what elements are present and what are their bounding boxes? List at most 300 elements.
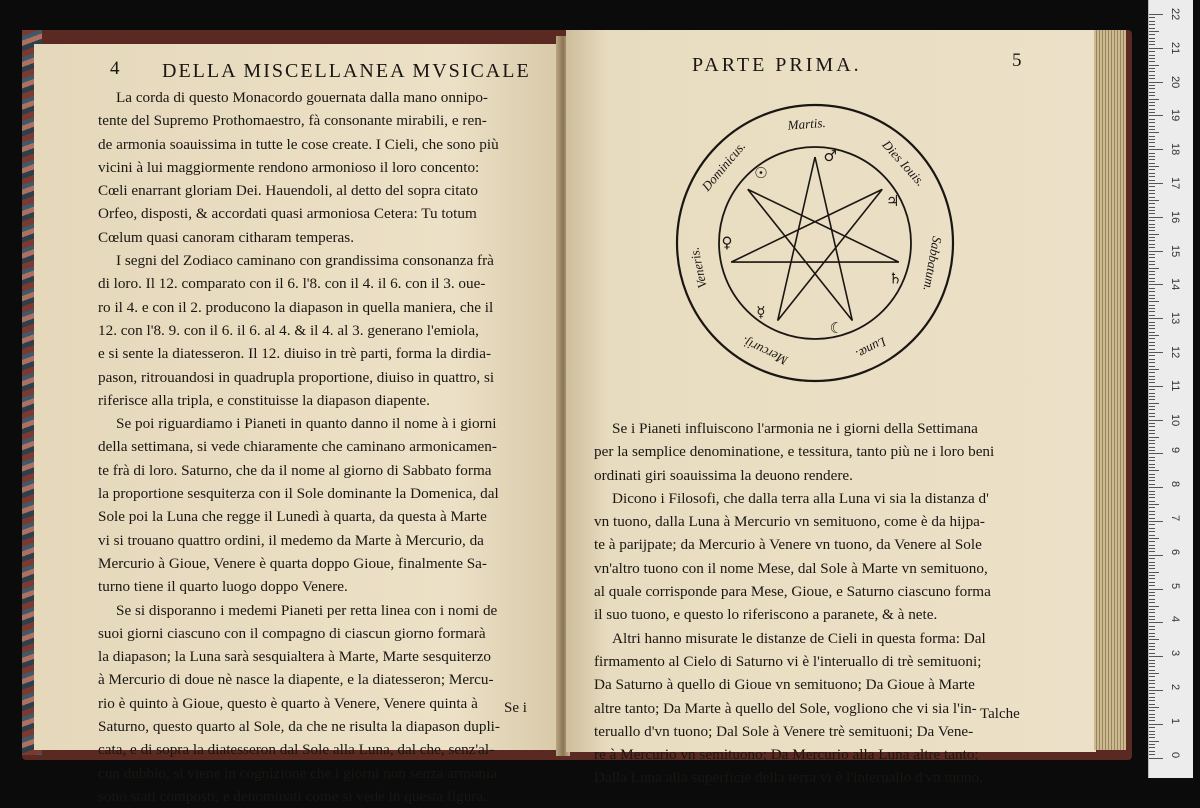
ruler-minor-tick [1149, 88, 1155, 89]
day-label: Mercurij. [739, 334, 790, 369]
right-running-head: PARTE PRIMA. [692, 54, 862, 76]
text-line: vicini à lui maggiormente rendono armonioso il loro concento: [98, 158, 480, 176]
ruler-minor-tick [1149, 558, 1155, 559]
ruler-minor-tick [1149, 345, 1155, 346]
ruler-minor-tick [1149, 443, 1155, 444]
right-page-number: 5 [1012, 50, 1022, 71]
text-line: turno tiene il quarto luogo doppo Venere. [98, 578, 348, 596]
planet-symbol: ☉ [754, 164, 768, 183]
ruler-minor-tick [1149, 75, 1155, 76]
ruler-number: 2 [1169, 684, 1181, 691]
ruler-minor-tick [1149, 511, 1155, 512]
planet-symbol: ♀ [721, 233, 733, 252]
ruler-minor-tick [1149, 180, 1155, 181]
right-body-text [594, 417, 1064, 790]
ruler-minor-tick [1149, 142, 1155, 143]
text-line: ro il 4. e con il 2. producono la diapason in quella maniera, che il [98, 298, 494, 316]
ruler-minor-tick [1149, 507, 1155, 508]
ruler-minor-tick [1149, 666, 1155, 667]
ruler-minor-tick [1149, 278, 1155, 279]
text-line: ordinati giri soauissima la deuono rendere. [594, 466, 853, 484]
right-page [566, 30, 1096, 787]
ruler-minor-tick [1149, 21, 1155, 22]
text-line: al quale corrisponde para Mese, Gioue, e Saturno ciascuno forma [594, 583, 991, 601]
page-edges [1094, 30, 1126, 750]
ruler-minor-tick [1149, 633, 1155, 634]
left-page-number: 4 [110, 58, 120, 79]
ruler-minor-tick [1149, 264, 1155, 265]
ruler-minor-tick [1149, 325, 1155, 326]
ruler-minor-tick [1149, 159, 1155, 160]
text-line: rio è quinto à Gioue, questo è quarto à Venere, Venere quinta à [98, 694, 478, 712]
text-line: La corda di questo Monacordo gouernata dalla mano onnipo- [116, 89, 488, 106]
ruler-minor-tick [1149, 548, 1155, 549]
ruler-minor-tick [1149, 197, 1155, 198]
ruler-minor-tick [1149, 213, 1155, 214]
ruler-minor-tick [1149, 450, 1155, 451]
ruler-minor-tick [1149, 112, 1155, 113]
ruler-minor-tick [1149, 166, 1159, 167]
ruler-minor-tick [1149, 295, 1155, 296]
ruler-number: 11 [1169, 379, 1181, 392]
paragraph [594, 487, 1064, 627]
text-line: tente del Supremo Prothomaestro, fà consonante mirabili, e ren- [98, 112, 487, 130]
ruler-minor-tick [1149, 697, 1155, 698]
ruler-minor-tick [1149, 268, 1159, 269]
ruler-minor-tick [1149, 126, 1155, 127]
ruler-minor-tick [1149, 616, 1155, 617]
ruler-tick [1149, 690, 1163, 691]
text-line: cata, e di sopra la diatesseron dal Sole alla Luna, dal che, senz'al- [98, 741, 495, 759]
day-label: Lunæ. [853, 334, 889, 363]
ruler-minor-tick [1149, 308, 1155, 309]
ruler-minor-tick [1149, 720, 1155, 721]
ruler-minor-tick [1149, 220, 1155, 221]
text-line: vn'altro tuono con il nome Mese, dal Sole à Marte vn semituono, [594, 559, 988, 577]
ruler-minor-tick [1149, 717, 1155, 718]
ruler-minor-tick [1149, 676, 1155, 677]
text-line: Orfeo, disposti, & accordati quasi armoniosa Cetera: Tu totum [98, 205, 477, 223]
ruler-minor-tick [1149, 747, 1155, 748]
ruler-minor-tick [1149, 467, 1155, 468]
ruler-number: 7 [1169, 515, 1181, 522]
ruler-minor-tick [1149, 190, 1155, 191]
ruler-minor-tick [1149, 531, 1155, 532]
ruler-number: 17 [1169, 177, 1181, 190]
text-line: te frà di loro. Saturno, che da il nome al giorno di Sabbato forma [98, 461, 492, 479]
ruler-minor-tick [1149, 136, 1155, 137]
ruler-minor-tick [1149, 474, 1155, 475]
day-label: Martis. [787, 114, 827, 133]
text-line: altre tanto; Da Marte à quello del Sole, vogliono che vi sia l'in- [594, 699, 977, 717]
ruler-minor-tick [1149, 332, 1155, 333]
ruler-minor-tick [1149, 78, 1155, 79]
ruler-tick [1149, 251, 1163, 252]
ruler-minor-tick [1149, 575, 1155, 576]
ruler-tick [1149, 386, 1163, 387]
right-catchword: Talche [980, 706, 1020, 722]
text-line: Se poi riguardiamo i Pianeti in quanto danno il nome à i giorni [116, 415, 497, 433]
ruler-tick [1149, 453, 1163, 454]
day-label: Dies Iouis. [879, 137, 929, 189]
text-line: Dalla Luna alla superficie della terra vi è l'interuallo d'vn tuono. [594, 769, 983, 787]
ruler-minor-tick [1149, 328, 1155, 329]
ruler-minor-tick [1149, 234, 1159, 235]
ruler-minor-tick [1149, 281, 1155, 282]
ruler-minor-tick [1149, 416, 1155, 417]
ruler-minor-tick [1149, 227, 1155, 228]
ruler-minor-tick [1149, 538, 1159, 539]
ruler-minor-tick [1149, 376, 1155, 377]
ruler-minor-tick [1149, 122, 1155, 123]
ruler-minor-tick [1149, 119, 1155, 120]
ruler-number: 16 [1169, 210, 1181, 224]
ruler-minor-tick [1149, 58, 1155, 59]
text-line: Da Saturno à quello di Gioue vn semituono; Da Gioue à Marte [594, 676, 975, 694]
ruler-minor-tick [1149, 734, 1155, 735]
text-line: à Mercurio di doue nè nasce la diapente, e la diatesseron; Mercu- [98, 671, 494, 689]
ruler-tick [1149, 284, 1163, 285]
ruler-minor-tick [1149, 55, 1155, 56]
ruler-minor-tick [1149, 224, 1155, 225]
ruler-minor-tick [1149, 355, 1155, 356]
planet-symbol: ☾ [829, 318, 844, 337]
ruler-minor-tick [1149, 61, 1155, 62]
text-line: e si sente la diatesseron. Il 12. diuiso in trè parti, forma la dirdia- [98, 345, 492, 363]
ruler-number: 15 [1169, 244, 1181, 257]
ruler-minor-tick [1149, 663, 1155, 664]
text-line: pason, ritrouandosi in quadrupla proportione, diuiso in quattro, si [98, 368, 495, 386]
ruler-tick [1149, 521, 1163, 522]
ruler-minor-tick [1149, 403, 1159, 404]
ruler-number: 6 [1169, 548, 1181, 555]
ruler-minor-tick [1149, 626, 1155, 627]
text-line: re à Mercurio vn semituono; Da Mercurio alla Luna altre tanto; [594, 746, 979, 764]
ruler-minor-tick [1149, 92, 1155, 93]
ruler-minor-tick [1149, 109, 1155, 110]
ruler-tick [1149, 149, 1163, 150]
ruler-minor-tick [1149, 366, 1155, 367]
ruler-number: 3 [1169, 650, 1181, 657]
ruler-minor-tick [1149, 582, 1155, 583]
planet-symbol: ☿ [756, 302, 766, 321]
ruler-minor-tick [1149, 609, 1155, 610]
ruler-minor-tick [1149, 17, 1155, 18]
ruler-minor-tick [1149, 71, 1155, 72]
ruler-minor-tick [1149, 406, 1155, 407]
ruler-minor-tick [1149, 237, 1155, 238]
ruler-minor-tick [1149, 619, 1155, 620]
ruler-minor-tick [1149, 230, 1155, 231]
ruler-minor-tick [1149, 393, 1155, 394]
ruler-minor-tick [1149, 379, 1155, 380]
ruler-minor-tick [1149, 311, 1155, 312]
ruler-number: 13 [1169, 312, 1181, 325]
text-line: la diapason; la Luna sarà sesquialtera à Marte, Marte sesquiterzo [98, 648, 492, 666]
ruler-tick [1149, 724, 1163, 725]
ruler-minor-tick [1149, 413, 1155, 414]
ruler-minor-tick [1149, 470, 1159, 471]
ruler-minor-tick [1149, 646, 1155, 647]
ruler-minor-tick [1149, 741, 1159, 742]
ruler-minor-tick [1149, 105, 1155, 106]
ruler-minor-tick [1149, 477, 1155, 478]
text-line: Sole poi la Luna che regge il Lunedì à quarta, da questa à Marte [98, 508, 487, 526]
planet-symbol: ♂ [823, 146, 838, 165]
ruler-minor-tick [1149, 156, 1155, 157]
ruler-minor-tick [1149, 524, 1155, 525]
ruler-minor-tick [1149, 714, 1155, 715]
ruler-minor-tick [1149, 710, 1155, 711]
ruler-minor-tick [1149, 643, 1155, 644]
ruler-minor-tick [1149, 207, 1155, 208]
measurement-ruler [1148, 0, 1193, 778]
text-line: cun dubbio, si viene in cognizione che i giorni non senza armonia [98, 764, 497, 782]
ruler-minor-tick [1149, 606, 1159, 607]
ruler-minor-tick [1149, 186, 1155, 187]
ruler-minor-tick [1149, 274, 1155, 275]
ruler-tick [1149, 656, 1163, 657]
ruler-minor-tick [1149, 423, 1155, 424]
text-line: Altri hanno misurate le distanze de Cieli in questa forma: Dal [612, 629, 986, 647]
ruler-number: 18 [1169, 143, 1181, 156]
ruler-minor-tick [1149, 301, 1159, 302]
ruler-minor-tick [1149, 683, 1155, 684]
paragraph [98, 412, 553, 598]
ruler-minor-tick [1149, 129, 1155, 130]
ruler-minor-tick [1149, 240, 1155, 241]
ruler-number: 0 [1169, 751, 1181, 758]
ruler-minor-tick [1149, 203, 1155, 204]
day-label: Sabbatum. [920, 235, 945, 293]
ruler-minor-tick [1149, 139, 1155, 140]
ruler-minor-tick [1149, 457, 1155, 458]
ruler-minor-tick [1149, 173, 1155, 174]
ruler-tick [1149, 14, 1163, 15]
ruler-minor-tick [1149, 480, 1155, 481]
ruler-minor-tick [1149, 585, 1155, 586]
ruler-minor-tick [1149, 44, 1155, 45]
ruler-tick [1149, 622, 1163, 623]
text-line: suoi giorni ciascuno con il compagno di ciascun giorno formarà [98, 624, 486, 642]
text-line: della settimana, si vede chiaramente che caminano armonicamen- [98, 438, 497, 456]
ruler-minor-tick [1149, 562, 1155, 563]
ruler-minor-tick [1149, 247, 1155, 248]
ruler-minor-tick [1149, 433, 1155, 434]
ruler-minor-tick [1149, 660, 1155, 661]
ruler-minor-tick [1149, 494, 1155, 495]
ruler-minor-tick [1149, 484, 1155, 485]
day-label: Dominicus. [698, 138, 749, 194]
ruler-minor-tick [1149, 65, 1159, 66]
text-line: firmamento al Cielo di Saturno vi è l'interuallo di trè semituoni; [594, 652, 982, 670]
ruler-minor-tick [1149, 687, 1155, 688]
ruler-minor-tick [1149, 41, 1155, 42]
ruler-minor-tick [1149, 51, 1155, 52]
ruler-minor-tick [1149, 359, 1155, 360]
ruler-minor-tick [1149, 727, 1155, 728]
text-line: la proportione sesquiterza con il Sole dominante la Domenica, dal [98, 485, 499, 503]
ruler-minor-tick [1149, 99, 1159, 100]
text-line: Mercurio à Gioue, Venere è quarta doppo Gioue, finalmente Sa- [98, 554, 487, 572]
ruler-minor-tick [1149, 535, 1155, 536]
ruler-minor-tick [1149, 338, 1155, 339]
ruler-minor-tick [1149, 389, 1155, 390]
ruler-minor-tick [1149, 95, 1155, 96]
ruler-tick [1149, 555, 1163, 556]
ruler-minor-tick [1149, 551, 1155, 552]
ruler-minor-tick [1149, 744, 1155, 745]
text-line: de armonia soauissima in tutte le cose create. I Cieli, che sono più [98, 135, 499, 153]
ruler-minor-tick [1149, 599, 1155, 600]
ruler-tick [1149, 183, 1163, 184]
ruler-minor-tick [1149, 271, 1155, 272]
ruler-number: 12 [1169, 346, 1181, 359]
ruler-tick [1149, 589, 1163, 590]
ruler-number: 4 [1169, 616, 1181, 623]
text-line: il suo tuono, e questo lo riferiscono a paranete, & à nete. [594, 606, 938, 624]
text-line: I segni del Zodiaco caminano con grandissima consonanza frà [116, 252, 494, 270]
ruler-minor-tick [1149, 639, 1159, 640]
ruler-minor-tick [1149, 288, 1155, 289]
ruler-minor-tick [1149, 146, 1155, 147]
text-line: Saturno, questo quarto al Sole, da che ne risulta la diapason dupli- [98, 718, 500, 736]
ruler-minor-tick [1149, 592, 1155, 593]
ruler-minor-tick [1149, 396, 1155, 397]
ruler-number: 9 [1169, 447, 1181, 454]
ruler-minor-tick [1149, 497, 1155, 498]
planet-symbol: ♄ [888, 269, 903, 288]
ruler-minor-tick [1149, 595, 1155, 596]
ruler-minor-tick [1149, 501, 1155, 502]
planetary-week-diagram [670, 98, 960, 388]
left-catchword: Se i [504, 700, 527, 716]
ruler-minor-tick [1149, 335, 1159, 336]
ruler-minor-tick [1149, 399, 1155, 400]
ruler-tick [1149, 352, 1163, 353]
ruler-tick [1149, 758, 1163, 759]
ruler-minor-tick [1149, 369, 1159, 370]
ruler-minor-tick [1149, 85, 1155, 86]
ruler-minor-tick [1149, 437, 1159, 438]
ruler-minor-tick [1149, 210, 1155, 211]
ruler-minor-tick [1149, 504, 1159, 505]
ruler-minor-tick [1149, 34, 1155, 35]
left-page [34, 44, 559, 805]
ruler-number: 22 [1169, 8, 1181, 21]
ruler-minor-tick [1149, 602, 1155, 603]
ruler-minor-tick [1149, 315, 1155, 316]
ruler-number: 5 [1169, 582, 1181, 589]
ruler-minor-tick [1149, 578, 1155, 579]
ruler-minor-tick [1149, 670, 1155, 671]
ruler-minor-tick [1149, 349, 1155, 350]
ruler-minor-tick [1149, 132, 1159, 133]
ruler-minor-tick [1149, 541, 1155, 542]
inner-ring [719, 147, 911, 339]
ruler-minor-tick [1149, 372, 1155, 373]
ruler-minor-tick [1149, 612, 1155, 613]
planet-symbols [722, 147, 903, 337]
text-line: teruallo d'vn tuono; Dal Sole à Venere trè semituoni; Da Vene- [594, 722, 974, 740]
ruler-minor-tick [1149, 342, 1155, 343]
paragraph [98, 86, 553, 249]
ruler-minor-tick [1149, 254, 1155, 255]
ruler-minor-tick [1149, 700, 1155, 701]
text-line: per la semplice denominatione, e tessitura, tanto più ne i loro beni [594, 443, 995, 461]
ruler-minor-tick [1149, 362, 1155, 363]
planet-symbol: ♃ [885, 192, 900, 211]
ruler-minor-tick [1149, 68, 1155, 69]
ruler-minor-tick [1149, 257, 1155, 258]
text-line: riferisce alla tripla, e constituisse la diapason diapente. [98, 391, 430, 409]
ruler-minor-tick [1149, 176, 1155, 177]
text-line: Cœli enarrant gloriam Dei. Hauendoli, al detto del sopra citato [98, 182, 478, 200]
text-line: di loro. Il 12. comparato con il 6. l'8. con il 4. il 6. con il 3. oue- [98, 275, 486, 293]
ruler-minor-tick [1149, 514, 1155, 515]
ruler-minor-tick [1149, 707, 1159, 708]
ruler-minor-tick [1149, 38, 1155, 39]
ruler-minor-tick [1149, 102, 1155, 103]
ruler-minor-tick [1149, 731, 1155, 732]
ruler-minor-tick [1149, 244, 1155, 245]
ruler-number: 1 [1169, 717, 1181, 724]
text-line: Se i Pianeti influiscono l'armonia ne i giorni della Settimana [612, 420, 978, 437]
ruler-minor-tick [1149, 545, 1155, 546]
text-line: Dicono i Filosofi, che dalla terra alla Luna vi sia la distanza d' [612, 489, 989, 507]
ruler-minor-tick [1149, 636, 1155, 637]
day-label: Veneris. [686, 245, 710, 290]
text-line: te à parijpate; da Mercurio à Venere vn tuono, da Venere al Sole [594, 536, 982, 554]
ruler-number: 10 [1169, 413, 1181, 426]
left-body-text [98, 86, 553, 808]
ruler-minor-tick [1149, 572, 1159, 573]
ruler-minor-tick [1149, 653, 1155, 654]
paragraph [98, 599, 553, 808]
text-line: Se si disporanno i medemi Pianeti per retta linea con i nomi de [116, 601, 498, 619]
ruler-minor-tick [1149, 460, 1155, 461]
ruler-minor-tick [1149, 200, 1159, 201]
ruler-minor-tick [1149, 31, 1159, 32]
ruler-minor-tick [1149, 426, 1155, 427]
ruler-minor-tick [1149, 737, 1155, 738]
ruler-minor-tick [1149, 673, 1159, 674]
text-line: 12. con l'8. 9. con il 6. il 6. al 4. & il 4. al 3. generano l'emiola, [98, 321, 479, 339]
ruler-minor-tick [1149, 693, 1155, 694]
ruler-tick [1149, 420, 1163, 421]
ruler-number: 8 [1169, 481, 1181, 488]
paragraph [594, 417, 1064, 487]
ruler-number: 14 [1169, 278, 1181, 291]
ruler-tick [1149, 217, 1163, 218]
ruler-minor-tick [1149, 169, 1155, 170]
text-line: sono stati composti, e denominati come si vede in questa figura. [98, 787, 487, 805]
ruler-minor-tick [1149, 382, 1155, 383]
ruler-minor-tick [1149, 163, 1155, 164]
ruler-minor-tick [1149, 751, 1155, 752]
ruler-minor-tick [1149, 518, 1155, 519]
ruler-tick [1149, 48, 1163, 49]
ruler-minor-tick [1149, 298, 1155, 299]
ruler-minor-tick [1149, 680, 1155, 681]
ruler-minor-tick [1149, 261, 1155, 262]
ruler-minor-tick [1149, 565, 1155, 566]
ruler-tick [1149, 318, 1163, 319]
text-line: vn tuono, dalla Luna à Mercurio vn semituono, come è da hijpa- [594, 513, 985, 531]
ruler-minor-tick [1149, 649, 1155, 650]
text-line: vi si trouano quattro ordini, il medemo da Marte à Mercurio, da [98, 531, 484, 549]
ruler-tick [1149, 82, 1163, 83]
